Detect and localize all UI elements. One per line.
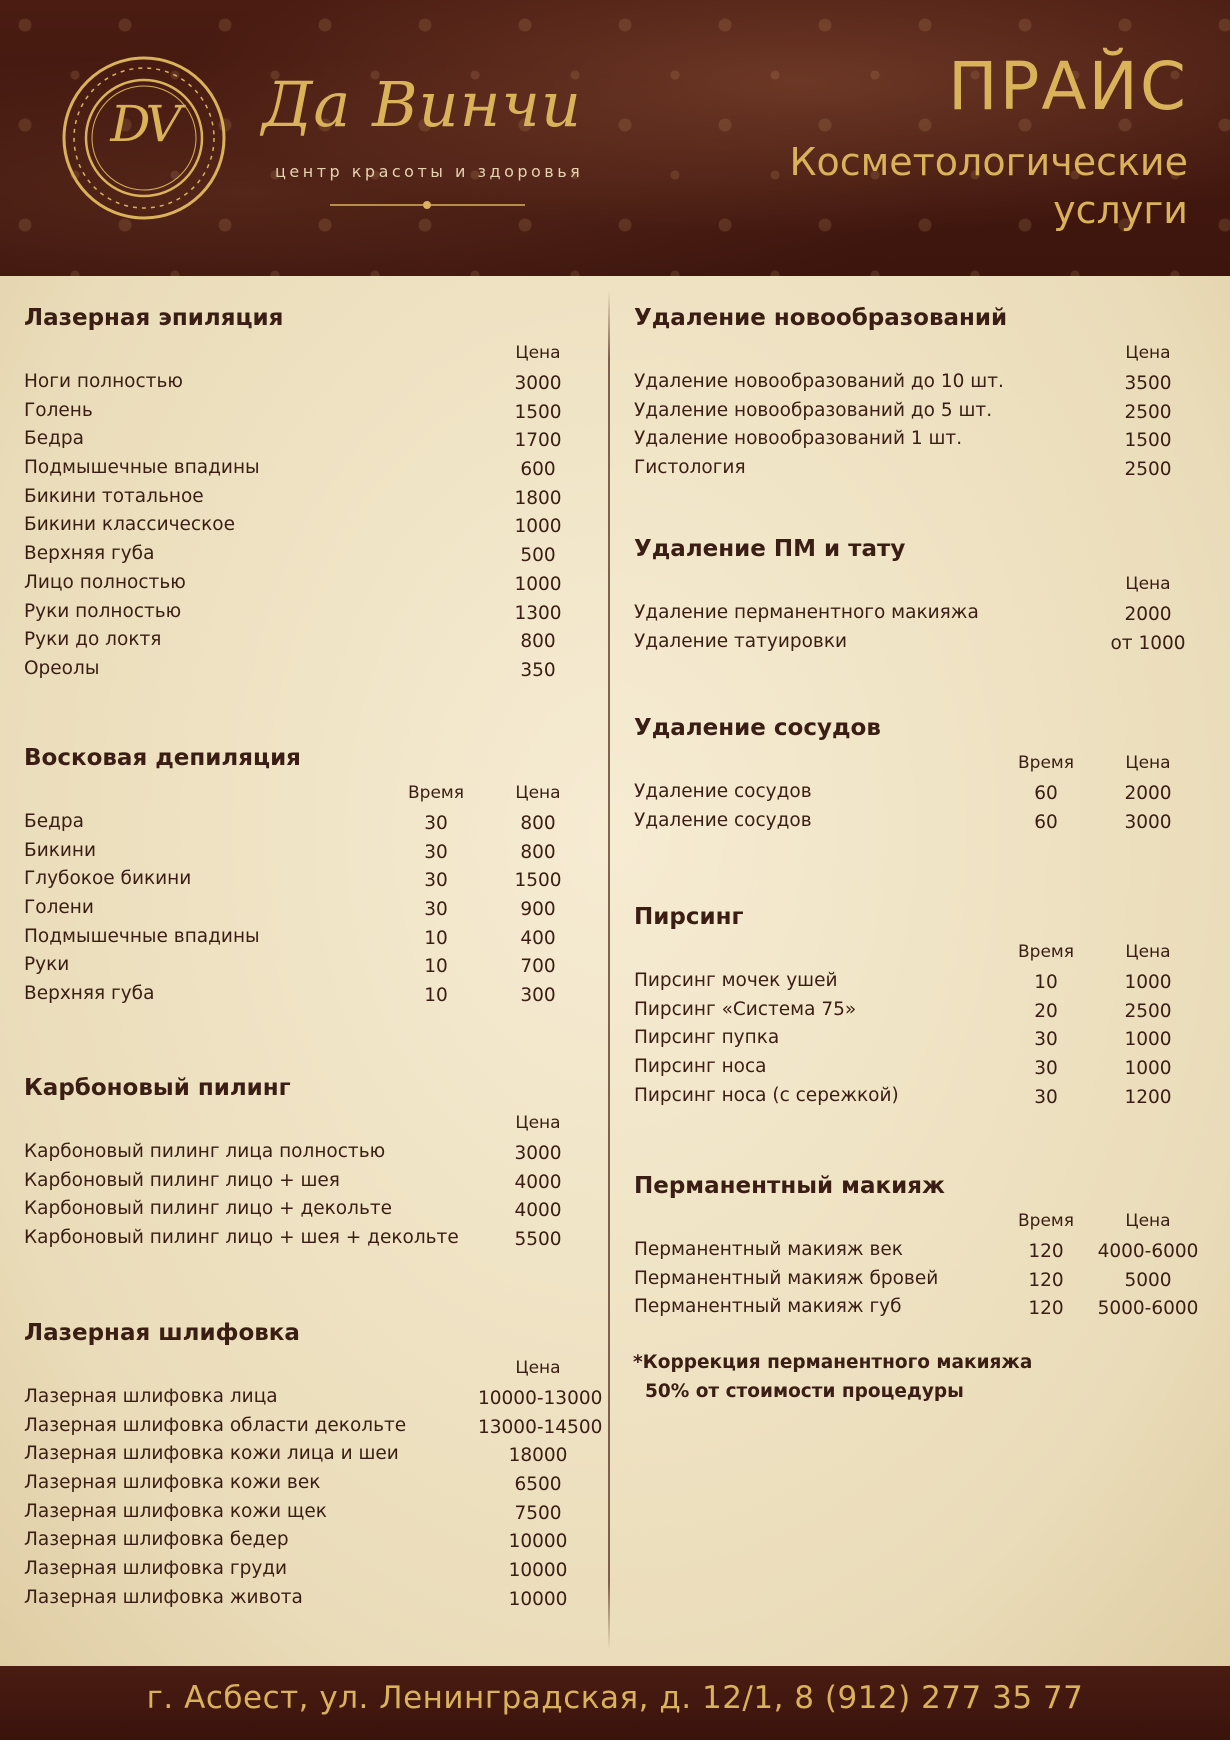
- price-row: [24, 1558, 608, 1587]
- service-name: Бедра: [24, 811, 84, 832]
- price-row: [634, 371, 1218, 400]
- price-subtitle-line1: Косметологические: [789, 140, 1188, 184]
- section-title: Перманентный макияж: [634, 1173, 945, 1199]
- service-price: 18000: [508, 1445, 568, 1467]
- price-row: [24, 840, 608, 869]
- section-title: Удаление ПМ и тату: [634, 536, 906, 562]
- price-row: [24, 371, 608, 400]
- service-name: Удаление сосудов: [634, 781, 812, 802]
- section-wax-depilation: [24, 745, 608, 1012]
- time-column-header: Время: [1018, 1211, 1074, 1231]
- price-row: [24, 983, 608, 1012]
- price-row: [634, 1085, 1218, 1114]
- price-row: [24, 457, 608, 486]
- section-vessel-removal: [634, 715, 1218, 838]
- service-name: Перманентный макияж век: [634, 1239, 903, 1260]
- section-carbon-peeling: [24, 1075, 608, 1256]
- service-time: 30: [424, 841, 448, 863]
- price-row: [634, 999, 1218, 1028]
- service-price: 400: [520, 927, 556, 949]
- service-price: 4000: [514, 1171, 562, 1193]
- correction-note-line1: *Коррекция перманентного макияжа: [633, 1352, 1033, 1373]
- service-price: 4000-6000: [1097, 1241, 1199, 1262]
- service-time: 10: [424, 985, 448, 1007]
- service-price: 10000-13000: [478, 1388, 603, 1409]
- service-name: Удаление татуировки: [634, 630, 848, 652]
- price-row: [24, 543, 608, 572]
- section-pm-tattoo-removal: [634, 536, 1218, 659]
- ornament-divider-icon: [330, 200, 525, 210]
- price-row: [24, 486, 608, 515]
- price-row: [24, 1170, 608, 1199]
- service-time: 120: [1028, 1298, 1064, 1320]
- price-row: [24, 514, 608, 543]
- price-row: [24, 1386, 608, 1415]
- service-price: 3000: [1124, 811, 1172, 833]
- price-row: [24, 811, 608, 840]
- service-price: 1500: [514, 870, 562, 892]
- price-row: [24, 629, 608, 658]
- price-row: [24, 1141, 608, 1170]
- service-price: 500: [520, 545, 556, 567]
- logo-letters: DV: [110, 95, 178, 153]
- column-headers: [634, 341, 1218, 371]
- service-time: 10: [424, 927, 448, 949]
- service-price: 2500: [1124, 459, 1172, 481]
- service-price: 5500: [514, 1229, 562, 1251]
- price-row: [634, 1027, 1218, 1056]
- service-price: от 1000: [1110, 632, 1186, 654]
- service-price: 700: [520, 956, 556, 978]
- service-price: 1500: [1124, 430, 1172, 452]
- section-title: Лазерная шлифовка: [24, 1320, 300, 1346]
- price-row: [634, 1296, 1218, 1325]
- service-time: 30: [1034, 1086, 1058, 1108]
- price-row: [24, 1198, 608, 1227]
- service-price: 1000: [1124, 1029, 1172, 1051]
- price-column-header: Цена: [1125, 343, 1171, 363]
- service-price: 4000: [514, 1200, 562, 1222]
- footer-bar: [0, 1666, 1230, 1740]
- time-column-header: Время: [1018, 753, 1074, 773]
- service-price: 1000: [514, 573, 562, 595]
- price-subtitle-line2: услуги: [1053, 188, 1188, 232]
- service-time: 120: [1028, 1241, 1064, 1262]
- service-name: Руки: [24, 954, 70, 976]
- service-name: Пирсинг «Система 75»: [634, 998, 857, 1020]
- section-title: Лазерная эпиляция: [24, 305, 284, 331]
- service-price: 350: [520, 659, 556, 681]
- section-neoplasm-removal: [634, 305, 1218, 486]
- column-headers: [634, 751, 1218, 781]
- service-name: Пирсинг мочек ушей: [634, 970, 838, 991]
- service-name: Бикини классическое: [24, 514, 235, 536]
- service-name: Руки до локтя: [24, 629, 162, 651]
- service-name: Карбоновый пилинг лицо + шея: [24, 1169, 340, 1191]
- service-price: 2000: [1124, 604, 1172, 625]
- header-banner: [0, 0, 1230, 276]
- service-name: Лазерная шлифовка живота: [24, 1586, 303, 1608]
- service-name: Карбоновый пилинг лицо + декольте: [24, 1198, 393, 1220]
- service-name: Лазерная шлифовка бедер: [24, 1529, 289, 1551]
- service-name: Ноги полностью: [24, 371, 183, 392]
- price-row: [24, 954, 608, 983]
- service-price: 3500: [1124, 373, 1172, 394]
- service-price: 1000: [514, 516, 562, 538]
- service-name: Верхняя губа: [24, 543, 155, 565]
- service-name: Гистология: [634, 457, 746, 479]
- service-price: 5000-6000: [1097, 1298, 1199, 1320]
- service-time: 30: [1034, 1058, 1058, 1080]
- service-time: 30: [424, 870, 448, 892]
- service-name: Лазерная шлифовка лица: [24, 1386, 278, 1407]
- column-headers: [24, 781, 608, 811]
- section-title: Восковая депиляция: [24, 745, 301, 771]
- price-row: [24, 428, 608, 457]
- service-price: 10000: [508, 1531, 568, 1553]
- service-name: Удаление новообразований до 10 шт.: [634, 371, 1004, 392]
- service-time: 60: [1034, 783, 1058, 804]
- service-time: 20: [1034, 1000, 1058, 1022]
- price-column-header: Цена: [1125, 753, 1171, 773]
- service-name: Удаление сосудов: [634, 809, 812, 831]
- service-price: 1800: [514, 487, 562, 509]
- brand-name: Да Винчи: [262, 68, 582, 141]
- service-price: 6500: [514, 1474, 562, 1496]
- price-row: [24, 1472, 608, 1501]
- correction-note: [633, 1348, 1032, 1406]
- time-column-header: Время: [1018, 942, 1074, 962]
- price-row: [24, 1227, 608, 1256]
- service-price: 1500: [514, 401, 562, 423]
- service-name: Руки полностью: [24, 600, 182, 622]
- service-time: 120: [1028, 1269, 1064, 1291]
- section-piercing: [634, 904, 1218, 1113]
- service-name: Пирсинг носа: [634, 1056, 767, 1078]
- section-title: Удаление новообразований: [634, 305, 1008, 331]
- price-subtitle: [668, 138, 1188, 234]
- service-price: 10000: [508, 1588, 568, 1610]
- service-name: Лазерная шлифовка кожи лица и шеи: [24, 1443, 399, 1465]
- service-price: 3000: [514, 1143, 562, 1164]
- service-name: Перманентный макияж бровей: [634, 1267, 939, 1289]
- service-name: Бикини тотальное: [24, 485, 204, 507]
- service-price: 10000: [508, 1560, 568, 1582]
- service-price: 3000: [514, 373, 562, 394]
- price-row: [24, 601, 608, 630]
- service-name: Лицо полностью: [24, 571, 186, 593]
- price-row: [24, 1415, 608, 1444]
- service-name: Голени: [24, 897, 94, 919]
- price-row: [24, 572, 608, 601]
- service-name: Лазерная шлифовка области декольте: [24, 1414, 407, 1436]
- price-row: [634, 970, 1218, 999]
- column-headers: [634, 1209, 1218, 1239]
- price-column-header: Цена: [1125, 942, 1171, 962]
- price-row: [24, 1587, 608, 1616]
- price-row: [634, 428, 1218, 457]
- service-name: Подмышечные впадины: [24, 925, 260, 947]
- price-row: [634, 602, 1218, 631]
- service-price: 1700: [514, 430, 562, 452]
- service-price: 800: [520, 813, 556, 834]
- price-row: [24, 1443, 608, 1472]
- price-row: [634, 781, 1218, 810]
- price-title: ПРАЙС: [947, 48, 1188, 125]
- correction-note-line2: 50% от стоимости процедуры: [645, 1381, 964, 1402]
- service-price: 2500: [1124, 1000, 1172, 1022]
- service-price: 800: [520, 841, 556, 863]
- service-name: Пирсинг носа (с сережкой): [634, 1084, 899, 1106]
- service-price: 13000-14500: [478, 1416, 603, 1438]
- brand-tagline: центр красоты и здоровья: [275, 162, 584, 181]
- price-row: [634, 457, 1218, 486]
- service-time: 30: [424, 813, 448, 834]
- price-row: [24, 1501, 608, 1530]
- price-row: [24, 658, 608, 687]
- service-name: Перманентный макияж губ: [634, 1296, 902, 1318]
- service-name: Удаление новообразований до 5 шт.: [634, 399, 993, 421]
- service-name: Верхняя губа: [24, 983, 155, 1005]
- price-row: [24, 897, 608, 926]
- service-name: Лазерная шлифовка кожи век: [24, 1472, 321, 1494]
- service-name: Лазерная шлифовка груди: [24, 1558, 288, 1580]
- service-price: 300: [520, 985, 556, 1007]
- price-row: [634, 810, 1218, 839]
- price-column-header: Цена: [515, 1113, 561, 1133]
- service-time: 10: [424, 956, 448, 978]
- price-row: [24, 926, 608, 955]
- service-name: Удаление новообразований 1 шт.: [634, 428, 963, 450]
- price-column-header: Цена: [515, 1358, 561, 1378]
- service-name: Карбоновый пилинг лица полностью: [24, 1141, 386, 1162]
- section-title: Удаление сосудов: [634, 715, 881, 741]
- service-time: 30: [1034, 1029, 1058, 1051]
- service-price: 900: [520, 899, 556, 921]
- column-headers: [24, 341, 608, 371]
- service-time: 10: [1034, 972, 1058, 993]
- service-name: Удаление перманентного макияжа: [634, 602, 979, 623]
- price-column-header: Цена: [515, 343, 561, 363]
- service-price: 800: [520, 631, 556, 653]
- service-price: 2500: [1124, 401, 1172, 423]
- service-name: Пирсинг пупка: [634, 1027, 780, 1049]
- service-name: Бедра: [24, 428, 84, 450]
- price-row: [24, 1529, 608, 1558]
- section-title: Карбоновый пилинг: [24, 1075, 291, 1101]
- service-price: 1000: [1124, 972, 1172, 993]
- service-name: Карбоновый пилинг лицо + шея + декольте: [24, 1227, 459, 1249]
- column-headers: [24, 1356, 608, 1386]
- footer-address: г. Асбест, ул. Ленинградская, д. 12/1, 8 (912) 277 35 77: [146, 1680, 1084, 1716]
- price-row: [24, 868, 608, 897]
- price-row: [634, 1239, 1218, 1268]
- section-permanent-makeup: [634, 1173, 1218, 1325]
- service-time: 60: [1034, 811, 1058, 833]
- column-headers: [634, 940, 1218, 970]
- service-price: 600: [520, 459, 556, 481]
- price-column-header: Цена: [1125, 1211, 1171, 1231]
- service-name: Подмышечные впадины: [24, 457, 260, 479]
- service-name: Бикини: [24, 839, 97, 861]
- service-name: Лазерная шлифовка кожи щек: [24, 1500, 327, 1522]
- price-row: [634, 1268, 1218, 1297]
- column-headers: [634, 572, 1218, 602]
- section-laser-resurfacing: [24, 1320, 608, 1616]
- section-title: Пирсинг: [634, 904, 744, 930]
- section-laser-epilation: [24, 305, 608, 687]
- time-column-header: Время: [408, 783, 464, 803]
- price-row: [634, 400, 1218, 429]
- service-price: 1200: [1124, 1086, 1172, 1108]
- service-name: Глубокое бикини: [24, 868, 192, 890]
- service-price: 5000: [1124, 1269, 1172, 1291]
- column-divider: [608, 290, 610, 1650]
- price-column-header: Цена: [515, 783, 561, 803]
- service-price: 1000: [1124, 1058, 1172, 1080]
- price-row: [24, 400, 608, 429]
- price-row: [634, 631, 1218, 660]
- service-name: Ореолы: [24, 657, 100, 679]
- service-time: 30: [424, 899, 448, 921]
- service-price: 2000: [1124, 783, 1172, 804]
- service-price: 1300: [514, 602, 562, 624]
- price-row: [634, 1056, 1218, 1085]
- service-price: 7500: [514, 1502, 562, 1524]
- service-name: Голень: [24, 399, 93, 421]
- price-column-header: Цена: [1125, 574, 1171, 594]
- column-headers: [24, 1111, 608, 1141]
